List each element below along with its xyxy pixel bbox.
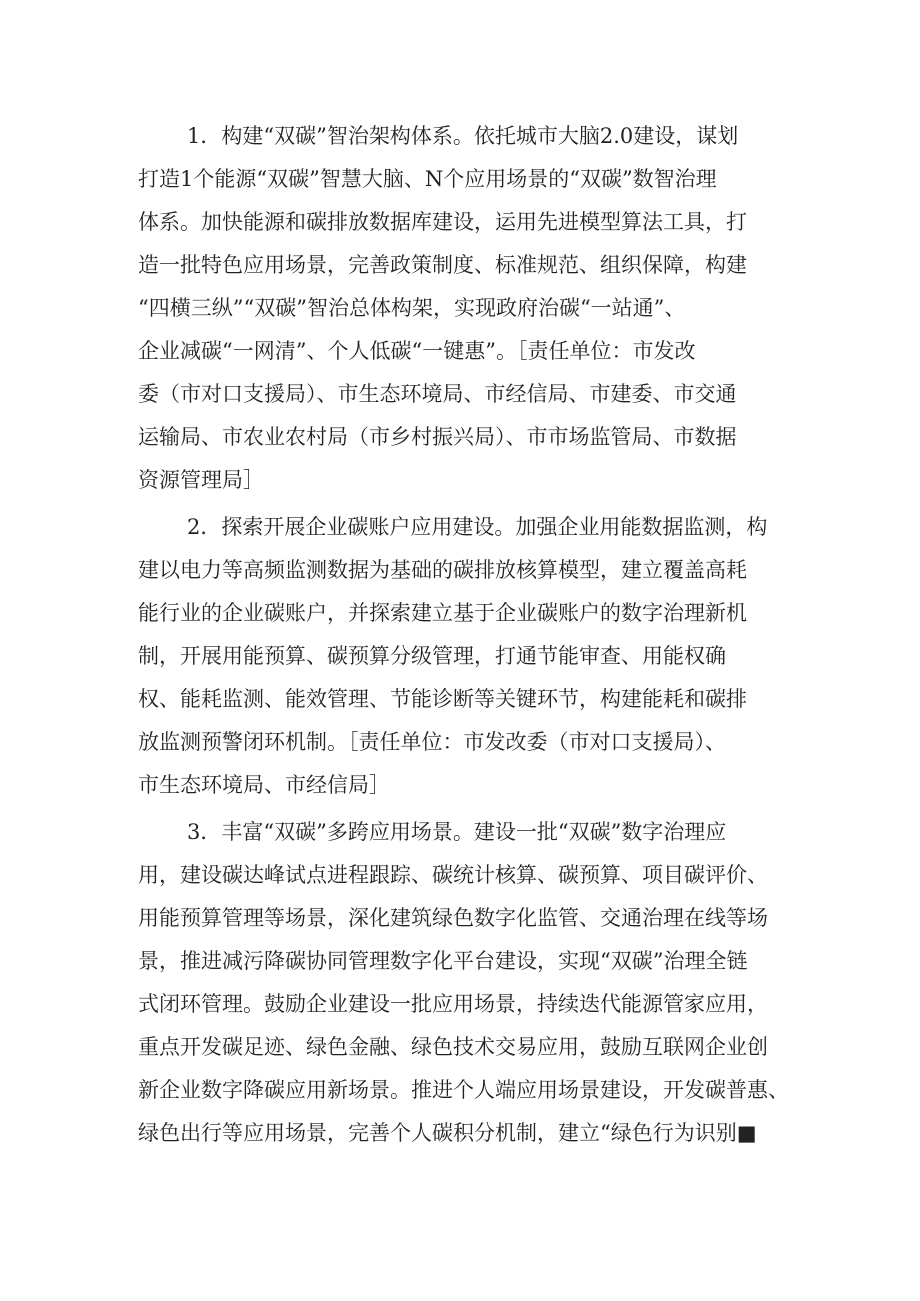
paragraph-2-line-3: 能行业的企业碳账户，并探索建立基于企业碳账户的数字治理新机 xyxy=(138,601,747,625)
paragraph-3-line-3: 用能预算管理等场景，深化建筑绿色数字化监管、交通治理在线等场 xyxy=(138,906,768,930)
paragraph-3-line-8: 绿色出行等应用场景，完善个人碳积分机制，建立“绿色行为识别■ xyxy=(138,1121,757,1145)
paragraph-2-line-7: 市生态环境局、市经信局］ xyxy=(138,773,390,797)
paragraph-1-line-6: 企业减碳“一网清”、个人低碳“一键惠”。［责任单位：市发改 xyxy=(138,339,696,363)
paragraph-2-line-4: 制，开展用能预算、碳预算分级管理，打通节能审查、用能权确 xyxy=(138,644,726,668)
paragraph-2-line-2: 建以电力等高频监测数据为基础的碳排放核算模型，建立覆盖高耗 xyxy=(138,558,747,582)
paragraph-3-line-5: 式闭环管理。鼓励企业建设一批应用场景，持续迭代能源管家应用， xyxy=(138,992,768,1016)
paragraph-1-line-4: 造一批特色应用场景，完善政策制度、标准规范、组织保障，构建 xyxy=(138,253,747,277)
paragraph-1-line-9: 资源管理局］ xyxy=(138,468,264,492)
paragraph-2-line-1: 2．探索开展企业碳账户应用建设。加强企业用能数据监测，构 xyxy=(187,515,768,539)
paragraph-1-line-3: 体系。加快能源和碳排放数据库建设，运用先进模型算法工具，打 xyxy=(138,210,747,234)
paragraph-1-line-5: “四横三纵”“双碳”智治总体构架，实现政府治碳“一站通”、 xyxy=(138,296,686,320)
paragraph-1-line-7: 委（市对口支援局）、市生态环境局、市经信局、市建委、市交通 xyxy=(138,382,737,406)
paragraph-1-line-8: 运输局、市农业农村局（市乡村振兴局）、市市场监管局、市数据 xyxy=(138,425,737,449)
paragraph-1-line-2: 打造1个能源“双碳”智慧大脑、N个应用场景的“双碳”数智治理 xyxy=(138,167,717,191)
paragraph-3-line-4: 景，推进减污降碳协同管理数字化平台建设，实现“双碳”治理全链 xyxy=(138,949,748,973)
paragraph-1-line-1: 1．构建“双碳”智治架构体系。依托城市大脑2.0建设，谋划 xyxy=(187,124,739,148)
paragraph-3-line-6: 重点开发碳足迹、绿色金融、绿色技术交易应用，鼓励互联网企业创 xyxy=(138,1035,768,1059)
paragraph-3-line-2: 用，建设碳达峰试点进程跟踪、碳统计核算、碳预算、项目碳评价、 xyxy=(138,863,768,887)
paragraph-2-line-6: 放监测预警闭环机制。［责任单位：市发改委（市对口支援局）、 xyxy=(138,730,726,754)
paragraph-3-line-1: 3．丰富“双碳”多跨应用场景。建设一批“双碳”数字治理应 xyxy=(187,820,727,844)
paragraph-3-line-7: 新企业数字降碳应用新场景。推进个人端应用场景建设，开发碳普惠、 xyxy=(138,1078,789,1102)
paragraph-2-line-5: 权、能耗监测、能效管理、节能诊断等关键环节，构建能耗和碳排 xyxy=(138,687,747,711)
